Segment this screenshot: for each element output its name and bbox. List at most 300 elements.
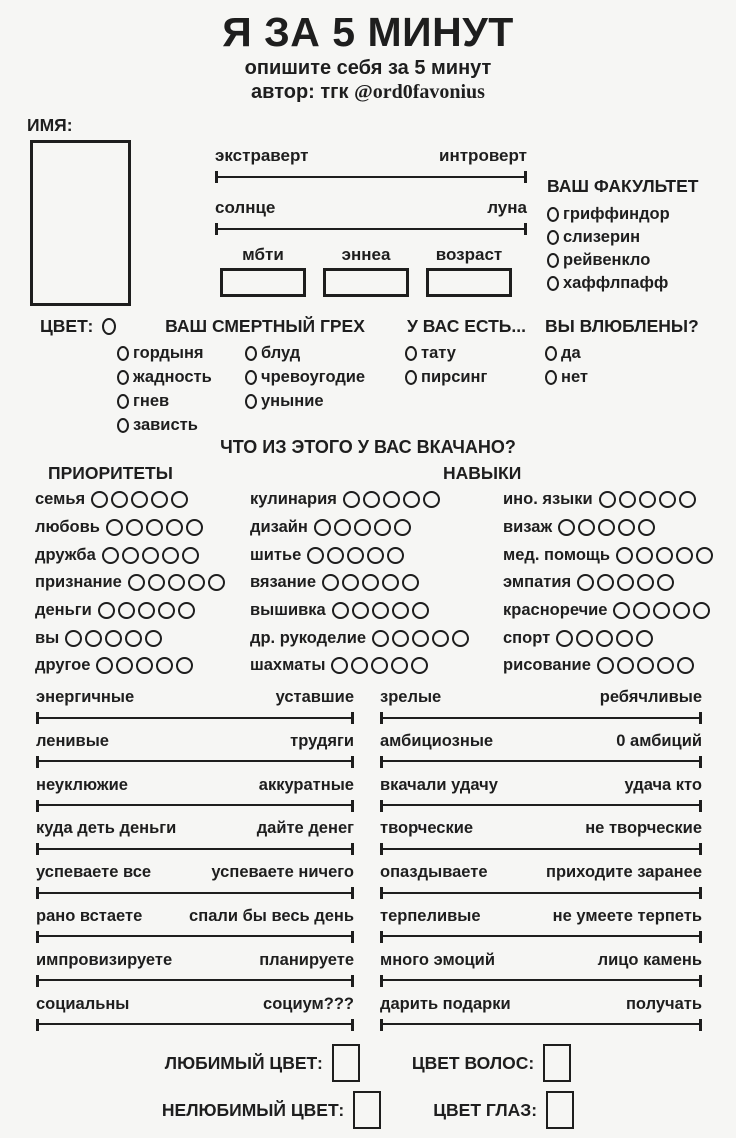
rating-circle[interactable] [182, 547, 199, 564]
radio-circle[interactable] [117, 394, 129, 409]
radio-label: жадность [133, 368, 212, 386]
ennea-box[interactable] [323, 268, 409, 297]
rating-scale[interactable] [307, 547, 404, 564]
rating-circle[interactable] [176, 657, 193, 674]
radio-label: тату [421, 344, 456, 362]
rating-circle[interactable] [596, 630, 613, 647]
rating-scale[interactable] [314, 519, 411, 536]
rating-circle[interactable] [637, 657, 654, 674]
rating-circle[interactable] [452, 630, 469, 647]
favorite-color-field [165, 1044, 360, 1082]
ratings-section [0, 463, 736, 678]
rating-scale[interactable] [599, 491, 696, 508]
rating-scale[interactable] [556, 630, 653, 647]
rating-scale[interactable] [558, 519, 655, 536]
radio-label: хаффлпафф [563, 274, 669, 292]
least-favorite-color-label: НЕЛЮБИМЫЙ ЦВЕТ: [161, 1099, 345, 1120]
extravert-introvert-scale [215, 146, 527, 183]
rating-circle[interactable] [354, 519, 371, 536]
radio-option[interactable] [245, 368, 365, 387]
faculty-title: ВАШ ФАКУЛЬТЕТ [547, 176, 699, 196]
rating-label: вязание [250, 573, 316, 592]
rating-scale[interactable] [322, 574, 419, 591]
rating-circle[interactable] [65, 630, 82, 647]
identity-fields [220, 245, 512, 297]
sin-options-col1 [117, 344, 212, 435]
radio-circle[interactable] [117, 418, 129, 433]
radio-circle[interactable] [405, 370, 417, 385]
rating-circle[interactable] [168, 574, 185, 591]
mbti-box[interactable] [220, 268, 306, 297]
rating-circle[interactable] [403, 491, 420, 508]
spectrum-line[interactable] [380, 756, 702, 768]
rating-row [35, 624, 225, 652]
rating-circle[interactable] [636, 630, 653, 647]
rating-circle[interactable] [334, 519, 351, 536]
radio-circle[interactable] [545, 370, 557, 385]
rating-circle[interactable] [639, 491, 656, 508]
field-label: эннеа [341, 245, 391, 264]
spectrum-right-label: не умеете терпеть [552, 906, 702, 925]
spectrum-row [36, 776, 354, 820]
spectrum-line[interactable] [36, 887, 354, 899]
spectrum-row [380, 688, 702, 732]
rating-label: др. рукоделие [250, 628, 367, 647]
spectrum-labels [380, 951, 702, 970]
rating-circle[interactable] [578, 519, 595, 536]
spectrum-line[interactable] [36, 843, 354, 855]
spectrum-line[interactable] [380, 975, 702, 987]
rating-circle[interactable] [374, 519, 391, 536]
rating-circle[interactable] [679, 491, 696, 508]
spectrum-right-label: трудяги [290, 731, 354, 750]
rating-circle[interactable] [91, 491, 108, 508]
rating-circle[interactable] [96, 657, 113, 674]
rating-circle[interactable] [125, 630, 142, 647]
spectrum-line[interactable] [36, 975, 354, 987]
rating-circle[interactable] [156, 657, 173, 674]
rating-scale[interactable] [98, 602, 195, 619]
favorite-color-label: ЛЮБИМЫЙ ЦВЕТ: [164, 1052, 323, 1073]
rating-label: вы [35, 628, 60, 647]
radio-label: слизерин [563, 228, 641, 246]
rating-circle[interactable] [372, 630, 389, 647]
rating-circle[interactable] [343, 491, 360, 508]
rating-circle[interactable] [307, 547, 324, 564]
radio-circle[interactable] [117, 370, 129, 385]
rating-circle[interactable] [208, 574, 225, 591]
rating-circle[interactable] [331, 657, 348, 674]
rating-circle[interactable] [327, 547, 344, 564]
spectrum-line[interactable] [36, 931, 354, 943]
rating-circle[interactable] [351, 657, 368, 674]
spectrum-row [36, 732, 354, 776]
spectrum-line[interactable] [380, 1019, 702, 1031]
spectrum-left-label: опаздываете [380, 863, 488, 882]
rating-circle[interactable] [118, 602, 135, 619]
rating-row [503, 624, 713, 652]
spectrum-row [380, 732, 702, 776]
rating-circle[interactable] [653, 602, 670, 619]
spectrum-right-label: лицо камень [597, 950, 702, 969]
rating-circle[interactable] [556, 630, 573, 647]
radio-option[interactable] [545, 368, 588, 387]
rating-circle[interactable] [387, 547, 404, 564]
rating-circle[interactable] [122, 547, 139, 564]
rating-scale[interactable] [332, 602, 429, 619]
rating-circle[interactable] [322, 574, 339, 591]
rating-circle[interactable] [332, 602, 349, 619]
spectrum-labels [36, 776, 354, 795]
rating-row [250, 569, 469, 597]
spectrum-line[interactable] [36, 1019, 354, 1031]
hair-color-field [412, 1044, 571, 1082]
spectrum-line[interactable] [36, 800, 354, 812]
sun-moon-scale [215, 198, 527, 235]
radio-circle[interactable] [547, 230, 559, 245]
rating-label: семья [35, 490, 86, 509]
scale-right-label: луна [487, 198, 527, 217]
rating-circle[interactable] [636, 547, 653, 564]
scale-labels [215, 146, 527, 166]
rating-label: деньги [35, 601, 92, 620]
skills-column-1 [250, 486, 469, 680]
rating-circle[interactable] [597, 574, 614, 591]
rating-circle[interactable] [372, 602, 389, 619]
rating-circle[interactable] [598, 519, 615, 536]
rating-circle[interactable] [599, 491, 616, 508]
spectrum-row [380, 776, 702, 820]
rating-circle[interactable] [116, 657, 133, 674]
eye-color-field [433, 1091, 574, 1129]
name-box[interactable] [30, 140, 131, 306]
spectrum-left-label: импровизируете [36, 950, 173, 969]
page-title: Я ЗА 5 МИНУТ [222, 9, 514, 55]
radio-circle[interactable] [547, 207, 559, 222]
spectrum-row [380, 951, 702, 995]
rating-circle[interactable] [314, 519, 331, 536]
spectrum-left-label: вкачали удачу [380, 775, 498, 794]
radio-label: чревоугодие [261, 368, 366, 386]
rating-label: спорт [503, 628, 551, 647]
rating-circle[interactable] [677, 657, 694, 674]
scale-line[interactable] [215, 223, 527, 235]
rating-label: эмпатия [503, 573, 572, 592]
rating-row [35, 514, 225, 542]
spectrum-line[interactable] [380, 843, 702, 855]
least-favorite-color-field [162, 1091, 381, 1129]
rating-row [35, 569, 225, 597]
spectrum-line[interactable] [380, 712, 702, 724]
rating-row [250, 652, 469, 680]
spectrum-labels [36, 995, 354, 1014]
rating-circle[interactable] [633, 602, 650, 619]
rating-circle[interactable] [656, 547, 673, 564]
rating-circle[interactable] [106, 519, 123, 536]
spectrum-labels [380, 776, 702, 795]
rating-scale[interactable] [331, 657, 428, 674]
rating-circle[interactable] [352, 602, 369, 619]
spectrum-row [380, 819, 702, 863]
radio-option[interactable] [117, 344, 212, 363]
spectrum-left-label: успеваете все [36, 863, 152, 882]
least-favorite-color-box[interactable] [353, 1091, 381, 1129]
spectrum-row [36, 819, 354, 863]
rating-circle[interactable] [412, 630, 429, 647]
rating-circle[interactable] [576, 630, 593, 647]
spectrum-left-label: рано встаете [36, 906, 143, 925]
rating-circle[interactable] [597, 657, 614, 674]
rating-circle[interactable] [158, 602, 175, 619]
rating-circle[interactable] [657, 574, 674, 591]
rating-scale[interactable] [372, 630, 469, 647]
rating-circle[interactable] [411, 657, 428, 674]
rating-circle[interactable] [693, 602, 710, 619]
rating-circle[interactable] [186, 519, 203, 536]
radio-circle[interactable] [117, 346, 129, 361]
field-mbti [220, 245, 306, 297]
radio-label: зависть [133, 416, 198, 434]
rating-circle[interactable] [146, 519, 163, 536]
rating-circle[interactable] [102, 547, 119, 564]
spectrum-line[interactable] [380, 887, 702, 899]
rating-circle[interactable] [637, 574, 654, 591]
eye-color-box[interactable] [546, 1091, 574, 1129]
radio-circle[interactable] [547, 276, 559, 291]
spectrum-line[interactable] [36, 756, 354, 768]
rating-circle[interactable] [673, 602, 690, 619]
skills-title: НАВЫКИ [443, 463, 522, 483]
rating-scale[interactable] [613, 602, 710, 619]
rating-circle[interactable] [402, 574, 419, 591]
rating-scale[interactable] [102, 547, 199, 564]
spectrum-left-label: творческие [380, 819, 474, 838]
hair-color-box[interactable] [543, 1044, 571, 1082]
spectrum-line[interactable] [380, 931, 702, 943]
age-box[interactable] [426, 268, 512, 297]
rating-circle[interactable] [613, 602, 630, 619]
rating-circle[interactable] [111, 491, 128, 508]
rating-circle[interactable] [363, 491, 380, 508]
spectrum-line[interactable] [36, 712, 354, 724]
have-options [405, 344, 487, 387]
radio-option[interactable] [547, 228, 698, 247]
rating-circle[interactable] [618, 519, 635, 536]
rating-circle[interactable] [382, 574, 399, 591]
footer-row-2 [0, 1091, 736, 1129]
have-title: У ВАС ЕСТЬ... [407, 316, 526, 336]
rating-circle[interactable] [138, 602, 155, 619]
rating-scale[interactable] [343, 491, 440, 508]
rating-row [503, 514, 713, 542]
radio-option[interactable] [547, 251, 698, 270]
radio-circle[interactable] [245, 370, 257, 385]
rating-label: признание [35, 573, 122, 592]
spectrum-labels [36, 732, 354, 751]
rating-circle[interactable] [136, 657, 153, 674]
rating-circle[interactable] [617, 657, 634, 674]
spectrum-left-label: куда деть деньги [36, 819, 177, 838]
rating-circle[interactable] [676, 547, 693, 564]
rating-circle[interactable] [166, 519, 183, 536]
rating-row [35, 597, 225, 625]
spectrum-line[interactable] [380, 800, 702, 812]
author-prefix: автор: тгк [251, 81, 349, 103]
rating-label: шитье [250, 545, 302, 564]
rating-circle[interactable] [392, 602, 409, 619]
radio-circle[interactable] [545, 346, 557, 361]
radio-circle[interactable] [547, 253, 559, 268]
rating-circle[interactable] [392, 630, 409, 647]
spectrum-row [380, 907, 702, 951]
rating-scale[interactable] [128, 574, 225, 591]
radio-option[interactable] [245, 392, 365, 411]
rating-circle[interactable] [188, 574, 205, 591]
skills-column-2 [503, 486, 713, 680]
scale-labels [215, 198, 527, 218]
spectrum-row [380, 995, 702, 1039]
spectrums-right-column [380, 688, 702, 1038]
rating-scale[interactable] [65, 630, 162, 647]
spectrum-right-label: планируете [259, 950, 354, 969]
rating-circle[interactable] [696, 547, 713, 564]
spectrum-row [36, 907, 354, 951]
spectrum-row [36, 863, 354, 907]
love-options [545, 344, 588, 387]
priorities-title: ПРИОРИТЕТЫ [48, 463, 173, 483]
rating-circle[interactable] [371, 657, 388, 674]
spectrum-labels [380, 819, 702, 838]
rating-circle[interactable] [178, 602, 195, 619]
rating-circle[interactable] [367, 547, 384, 564]
rating-scale[interactable] [577, 574, 674, 591]
rating-circle[interactable] [362, 574, 379, 591]
rating-circle[interactable] [394, 519, 411, 536]
radio-option[interactable] [545, 344, 588, 363]
spectrum-right-label: получать [625, 994, 702, 1013]
rating-circle[interactable] [577, 574, 594, 591]
rating-circle[interactable] [412, 602, 429, 619]
rating-row [250, 514, 469, 542]
rating-circle[interactable] [617, 574, 634, 591]
rating-circle[interactable] [432, 630, 449, 647]
spectrum-right-label: ребячливые [599, 688, 702, 706]
rating-circle[interactable] [126, 519, 143, 536]
rating-row [250, 541, 469, 569]
radio-option[interactable] [547, 274, 698, 293]
spectrum-labels [380, 863, 702, 882]
radio-option[interactable] [117, 392, 212, 411]
rating-circle[interactable] [657, 657, 674, 674]
rating-circle[interactable] [619, 491, 636, 508]
rating-circle[interactable] [558, 519, 575, 536]
rating-scale[interactable] [597, 657, 694, 674]
radio-label: нет [561, 368, 589, 386]
field-label: возраст [435, 245, 503, 264]
page-header [0, 0, 736, 104]
rating-label: вышивка [250, 601, 326, 620]
radio-label: гриффиндор [563, 205, 670, 223]
rating-circle[interactable] [98, 602, 115, 619]
skills-heading: ЧТО ИЗ ЭТОГО У ВАС ВКАЧАНО? [220, 437, 516, 457]
rating-row [35, 652, 225, 680]
radio-label: гордыня [133, 344, 204, 362]
spectrum-labels [36, 819, 354, 838]
scale-left-label: экстраверт [215, 146, 309, 165]
spectrum-right-label: спали бы весь день [189, 906, 354, 925]
rating-row [250, 624, 469, 652]
rating-circle[interactable] [347, 547, 364, 564]
field-ennea [323, 245, 409, 297]
rating-circle[interactable] [162, 547, 179, 564]
spectrum-right-label: уставшие [275, 688, 354, 706]
spectrum-labels [36, 907, 354, 926]
rating-circle[interactable] [171, 491, 188, 508]
rating-circle[interactable] [142, 547, 159, 564]
rating-circle[interactable] [131, 491, 148, 508]
spectrum-right-label: дайте денег [256, 819, 354, 838]
radio-label: да [561, 344, 581, 362]
radio-label: пирсинг [421, 368, 488, 386]
spectrum-labels [380, 995, 702, 1014]
radio-circle[interactable] [245, 346, 257, 361]
spectrum-right-label: успеваете ничего [211, 863, 354, 882]
rating-circle[interactable] [128, 574, 145, 591]
rating-label: визаж [503, 518, 553, 537]
rating-circle[interactable] [638, 519, 655, 536]
scale-line[interactable] [215, 171, 527, 183]
rating-label: мед. помощь [503, 545, 610, 564]
radio-circle[interactable] [405, 346, 417, 361]
rating-label: дизайн [250, 518, 308, 537]
radio-option[interactable] [117, 368, 212, 387]
rating-circle[interactable] [616, 547, 633, 564]
radio-option[interactable] [405, 368, 487, 387]
rating-scale[interactable] [106, 519, 203, 536]
rating-circle[interactable] [151, 491, 168, 508]
radio-circle[interactable] [245, 394, 257, 409]
rating-scale[interactable] [616, 547, 713, 564]
rating-circle[interactable] [105, 630, 122, 647]
rating-circle[interactable] [342, 574, 359, 591]
color-label: ЦВЕТ: [40, 316, 94, 336]
spectrums-left-column [36, 688, 354, 1038]
radio-option[interactable] [547, 205, 698, 224]
rating-circle[interactable] [616, 630, 633, 647]
spectrum-row [36, 688, 354, 732]
rating-circle[interactable] [423, 491, 440, 508]
rating-circle[interactable] [145, 630, 162, 647]
rating-circle[interactable] [659, 491, 676, 508]
color-circle[interactable] [102, 318, 116, 335]
rating-circle[interactable] [383, 491, 400, 508]
spectrum-left-label: неуклюжие [36, 775, 128, 794]
radio-option[interactable] [245, 344, 365, 363]
radio-option[interactable] [117, 416, 212, 435]
faculty-block [547, 176, 698, 293]
rating-scale[interactable] [91, 491, 188, 508]
spectrum-row [36, 951, 354, 995]
rating-circle[interactable] [85, 630, 102, 647]
radio-label: рейвенкло [563, 251, 651, 269]
rating-label: шахматы [250, 656, 326, 675]
radio-option[interactable] [405, 344, 487, 363]
rating-circle[interactable] [391, 657, 408, 674]
spectrum-left-label: энергичные [36, 688, 135, 706]
favorite-color-box[interactable] [332, 1044, 360, 1082]
rating-circle[interactable] [148, 574, 165, 591]
rating-scale[interactable] [96, 657, 193, 674]
